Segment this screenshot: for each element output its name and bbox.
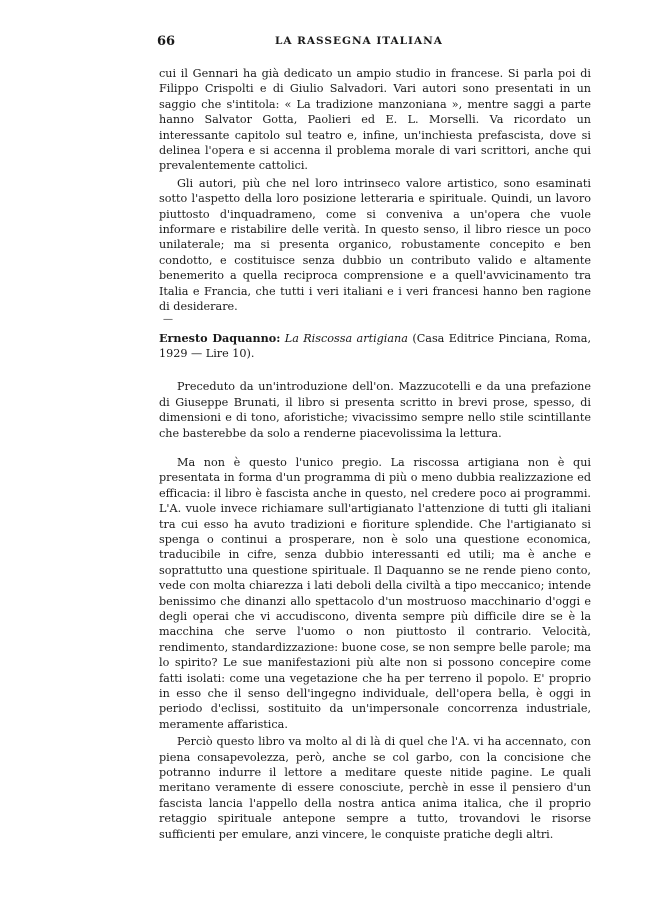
review-heading bbox=[159, 331, 591, 362]
review-author: Ernesto Daquanno: bbox=[159, 330, 281, 345]
page-number: 66 bbox=[157, 34, 176, 49]
body-paragraph: Gli autori, più che nel loro intrinseco valore artistico, sono esaminati sotto l'aspetto della loro posizione letteraria e spirituale. Quindi, un lavoro piuttosto d'inquadrameno, come si conveniva a un'opera che vuole informare e ristabilire delle verità. In questo senso, il libro riesce un poco unilaterale; ma si presenta organico, robustamente concepito e ben condotto, e costituisce senza dubbio un contributo valido e altamente benemerito a quella reciproca comprensione e a quell'avvicinamento tra Italia e Francia, che tutti i veri italiani e i veri francesi hanno ben ragione di desiderare. bbox=[159, 176, 591, 314]
body-paragraph: Preceduto da un'introduzione dell'on. Mazzucotelli e da una prefazione di Giuseppe Brunati, il libro si presenta scritto in brevi prose, spesso, di dimensioni e di tono, aforistiche; vivacissimo sempre nello stile scintillante che basterebbe da solo a renderne piacevolissima la lettura. bbox=[159, 380, 591, 440]
section-separator: — bbox=[163, 313, 173, 325]
page-body bbox=[159, 66, 591, 842]
body-paragraph: Perciò questo libro va molto al di là di quel che l'A. vi ha accennato, con piena consapevolezza, però, anche se col garbo, con la concisione che potranno indurre il lettore a meditare queste nitide pagine. Le quali meritano veramente di essere conosciute, perchè in esse il pensiero d'un fascista lancia l'appello della nostra antica anima italica, che il proprio retaggio spirituale antepone sempre a tutto, trovandovi le risorse sufficienti per emulare, anzi vincere, le conquiste pratiche degli altri. bbox=[159, 735, 591, 841]
running-title: LA RASSEGNA ITALIANA bbox=[275, 35, 443, 47]
body-paragraph: cui il Gennari ha già dedicato un ampio studio in francese. Si parla poi di Filippo Crispolti e di Giulio Salvadori. Vari autori sono presentati in un saggio che s'intitola: « La tradizione manzoniana », mentre saggi a parte hanno Salvator Gotta, Paolieri ed E. L. Morselli. Va ricordato un interessante capitolo sul teatro e, infine, un'inchiesta prefascista, dove si delinea l'opera e si accenna il problema morale di vari scrittori, anche qui prevalentemente cattolici. bbox=[159, 67, 591, 173]
review-publication-info: (Casa Editrice Pinciana, Roma, 1929 — Lire 10). bbox=[159, 331, 592, 360]
body-paragraph: Ma non è questo l'unico pregio. La riscossa artigiana non è qui presentata in forma d'un programma di più o meno dubbia realizzazione ed efficacia: il libro è fascista anche in questo, nel credere poco ai programmi. L'A. vuole invece richiamare sull'artigianato l'attenzione di tutti gli italiani tra cui esso ha avuto tradizioni e fioriture splendide. Che l'artigianato si spenga o continui a prosperare, non è solo una questione economica, traducibile in cifre, senza dubbio interessanti ed utili; ma è anche e soprattutto una questione spirituale. Il Daquanno se ne rende pieno conto, vede con molta chiarezza i lati deboli della civiltà a tipo meccanico; intende benissimo che dinanzi allo spettacolo d'un mostruoso macchinario d'oggi e degli operai che vi accudiscono, diventa sempre più difficile dire se è la macchina che serve l'uomo o non piuttosto il contrario. Velocità, rendimento, standardizzazione: buone cose, se non sempre belle parole; ma lo spirito? Le sue manifestazioni più alte non si possono concepire come fatti isolati: come una vegetazione che ha per terreno il popolo. E' proprio in esso che il senso dell'ingegno individuale, dell'opera bella, è oggi in periodo d'eclissi, sostituito da un'impersonale concorrenza industriale, meramente affaristica. bbox=[159, 455, 591, 731]
page-header bbox=[157, 34, 529, 50]
review-book-title: La Riscossa artigiana bbox=[284, 331, 408, 345]
